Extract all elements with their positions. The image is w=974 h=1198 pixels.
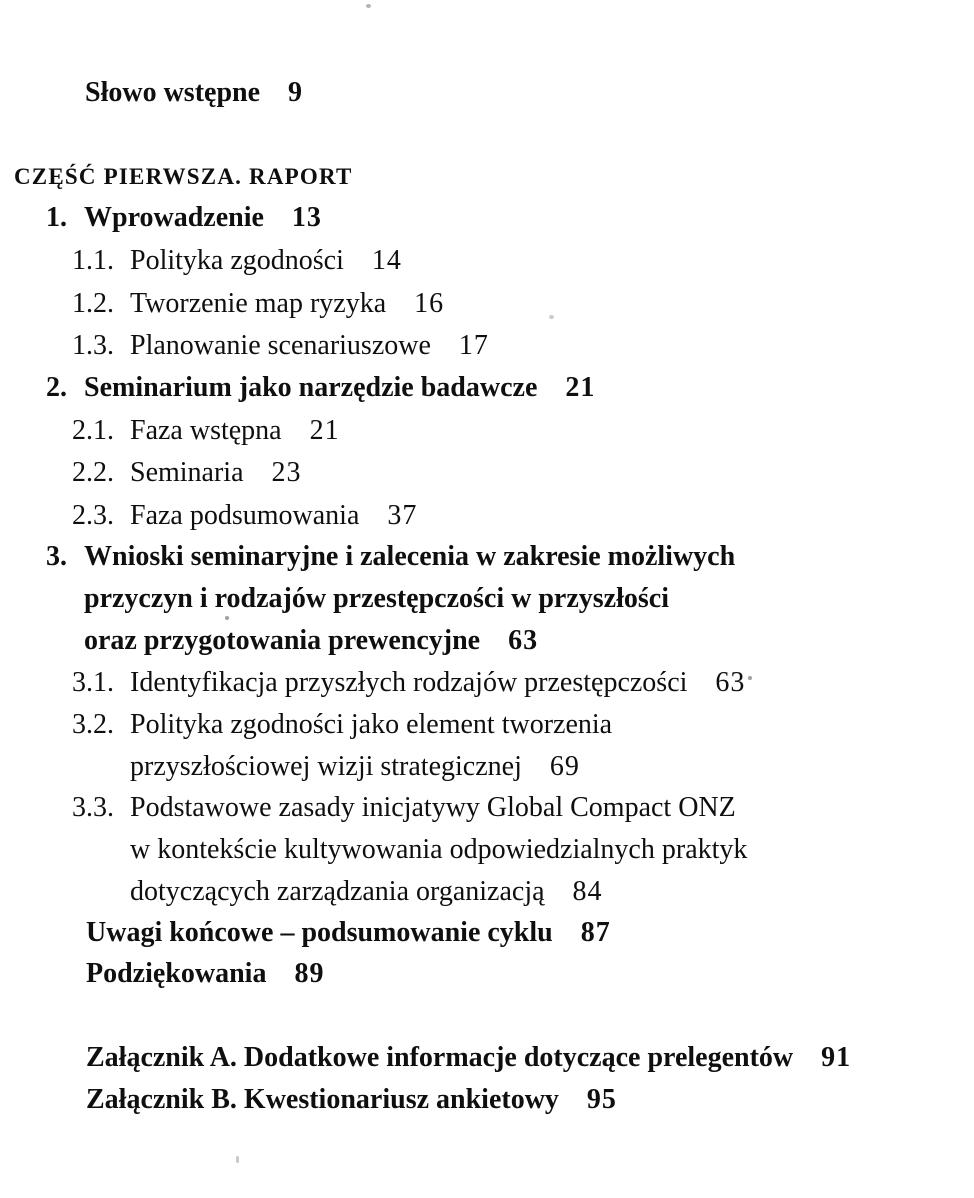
toc-entry [72, 283, 445, 325]
toc-entry-page: 84 [572, 876, 603, 907]
scan-speck [236, 1156, 239, 1163]
toc-entry-title: Seminarium jako narzędzie badawcze [84, 372, 538, 403]
toc-entry-title: Wnioski seminaryjne i zalecenia w zakresie możliwych [84, 541, 736, 572]
toc-entry-title: Polityka zgodności jako element tworzenia [130, 709, 613, 740]
toc-entry-number: 3.2. [72, 709, 114, 740]
toc-entry-page: 14 [371, 245, 402, 276]
toc-entry-page: 63 [715, 667, 746, 698]
toc-entry-page: 9 [288, 77, 304, 108]
toc-entry [72, 452, 302, 494]
toc-entry-page: 13 [291, 202, 322, 233]
toc-appendix-entry [86, 1037, 851, 1079]
toc-entry-page: 87 [580, 917, 611, 948]
toc-entry-title: Podstawowe zasady inicjatywy Global Compact ONZ [130, 792, 736, 823]
toc-entry-number: 3.1. [72, 667, 114, 698]
toc-entry-number: 3. [46, 541, 67, 572]
toc-entry-page: 95 [586, 1084, 617, 1115]
toc-entry-title: oraz przygotowania prewencyjne [84, 625, 481, 656]
toc-entry-title: Tworzenie map ryzyka [130, 288, 387, 319]
toc-entry [72, 495, 418, 537]
toc-entry-title: Uwagi końcowe – podsumowanie cyklu [86, 917, 553, 948]
toc-entry-title: Seminaria [130, 457, 244, 488]
scan-speck [366, 4, 371, 8]
toc-entry-title: Podziękowania [86, 958, 267, 989]
toc-entry-number: 2.2. [72, 457, 114, 488]
toc-entry [72, 787, 748, 913]
toc-closing-entry [86, 912, 611, 954]
toc-frontmatter-entry [85, 72, 303, 114]
toc-entry-title: dotyczących zarządzania organizacją [130, 876, 545, 907]
scan-speck [748, 676, 752, 680]
toc-entry [46, 367, 596, 409]
toc-entry-title: Wprowadzenie [84, 202, 264, 233]
toc-entry-title: przyczyn i rodzajów przestępczości w przyszłości [84, 583, 669, 614]
toc-entry-page: 89 [294, 958, 325, 989]
toc-entry-page: 63 [508, 625, 539, 656]
toc-entry-page: 91 [821, 1042, 852, 1073]
toc-closing-entry [86, 953, 324, 995]
toc-entry-title: Identyfikacja przyszłych rodzajów przestępczości [130, 667, 688, 698]
toc-entry [72, 325, 489, 367]
toc-entry-page: 21 [565, 372, 596, 403]
toc-entry-title: Planowanie scenariuszowe [130, 330, 431, 361]
toc-entry-title: Załącznik A. Dodatkowe informacje dotyczące prelegentów [86, 1042, 794, 1073]
toc-entry [72, 704, 613, 788]
toc-entry [72, 662, 746, 704]
toc-part-heading: CZĘŚĆ PIERWSZA. RAPORT [14, 164, 353, 189]
toc-entry-number: 1.1. [72, 245, 114, 276]
toc-entry-page: 21 [309, 415, 340, 446]
toc-entry-page: 16 [414, 288, 445, 319]
toc-entry-page: 69 [549, 751, 580, 782]
toc-entry [72, 410, 340, 452]
scan-speck [549, 315, 554, 319]
toc-entry-number: 1. [46, 202, 67, 233]
toc-entry [46, 536, 736, 662]
toc-entry-page: 17 [458, 330, 489, 361]
toc-entry [72, 240, 402, 282]
toc-entry-number: 1.3. [72, 330, 114, 361]
toc-entry-title: Polityka zgodności [130, 245, 344, 276]
toc-entry-title: Faza wstępna [130, 415, 282, 446]
toc-entry-title: Faza podsumowania [130, 500, 360, 531]
toc-entry-number: 3.3. [72, 792, 114, 823]
toc-entry-title: przyszłościowej wizji strategicznej [130, 751, 522, 782]
toc-entry-number: 2.1. [72, 415, 114, 446]
scan-speck [225, 616, 229, 620]
toc-appendix-entry [86, 1079, 617, 1121]
toc-entry-page: 37 [387, 500, 418, 531]
toc-entry-title: w kontekście kultywowania odpowiedzialnych praktyk [130, 834, 748, 865]
toc-entry-title: Słowo wstępne [85, 77, 261, 108]
toc-entry-number: 2.3. [72, 500, 114, 531]
toc-entry [46, 197, 322, 239]
toc-entry-number: 2. [46, 372, 67, 403]
toc-entry-page: 23 [271, 457, 302, 488]
toc-entry-number: 1.2. [72, 288, 114, 319]
toc-entry-title: Załącznik B. Kwestionariusz ankietowy [86, 1084, 559, 1115]
